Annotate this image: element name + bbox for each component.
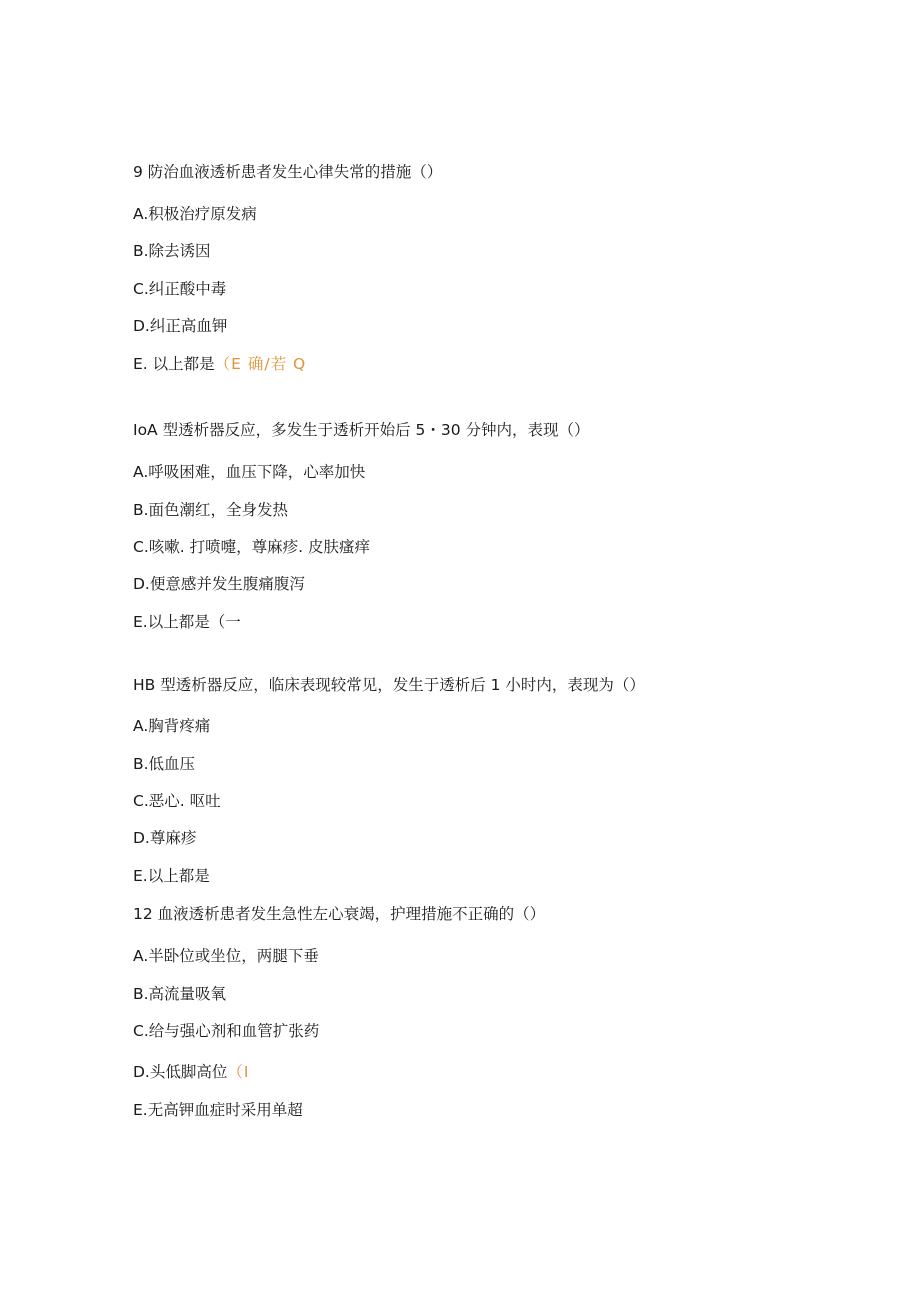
question-9-option-e [133, 354, 306, 374]
question-9-option-d: D.纠正高血钾 [133, 317, 228, 335]
question-11-option-e: E.以上都是 [133, 867, 210, 885]
question-11-stem: HB 型透析器反应，临床表现较常见，发生于透析后 1 小时内，表现为（） [133, 676, 645, 694]
handwritten-answer-mark: （I [227, 1063, 250, 1081]
question-12-option-e: E.无高钾血症时采用单超 [133, 1101, 303, 1119]
question-10-stem: IoA 型透析器反应，多发生于透析开始后 5・30 分钟内，表现（） [133, 421, 590, 439]
question-10-option-d: D.便意感并发生腹痛腹泻 [133, 575, 305, 593]
question-10-option-e: E.以上都是（一 [133, 613, 241, 631]
question-9-option-a: A.积极治疗原发病 [133, 205, 257, 223]
question-12-option-d [133, 1062, 249, 1082]
handwritten-answer-mark: （E 确/若 Q [214, 355, 307, 373]
question-11-option-c: C.恶心. 呕吐 [133, 792, 221, 810]
question-12-option-b: B.高流量吸氧 [133, 985, 227, 1003]
question-10-option-c: C.咳嗽. 打喷嚏，尊麻疹. 皮肤瘙痒 [133, 538, 370, 556]
question-9-option-c: C.纠正酸中毒 [133, 280, 227, 298]
option-e-text: E. 以上都是 [133, 355, 215, 373]
question-12-option-c: C.给与强心剂和血管扩张药 [133, 1022, 320, 1040]
question-12-option-a: A.半卧位或坐位，两腿下垂 [133, 947, 319, 965]
question-12-stem: 12 血液透析患者发生急性左心衰竭，护理措施不正确的（） [133, 905, 546, 923]
question-10-option-a: A.呼吸困难，血压下降，心率加快 [133, 463, 366, 481]
option-d-text: D.头低脚高位 [133, 1063, 228, 1081]
question-11-option-b: B.低血压 [133, 755, 196, 773]
question-11-option-d: D.尊麻疹 [133, 829, 197, 847]
question-9-option-b: B.除去诱因 [133, 242, 211, 260]
question-9-stem: 9 防治血液透析患者发生心律失常的措施（） [133, 163, 443, 181]
question-10-option-b: B.面色潮红，全身发热 [133, 501, 289, 519]
question-11-option-a: A.胸背疼痛 [133, 717, 211, 735]
